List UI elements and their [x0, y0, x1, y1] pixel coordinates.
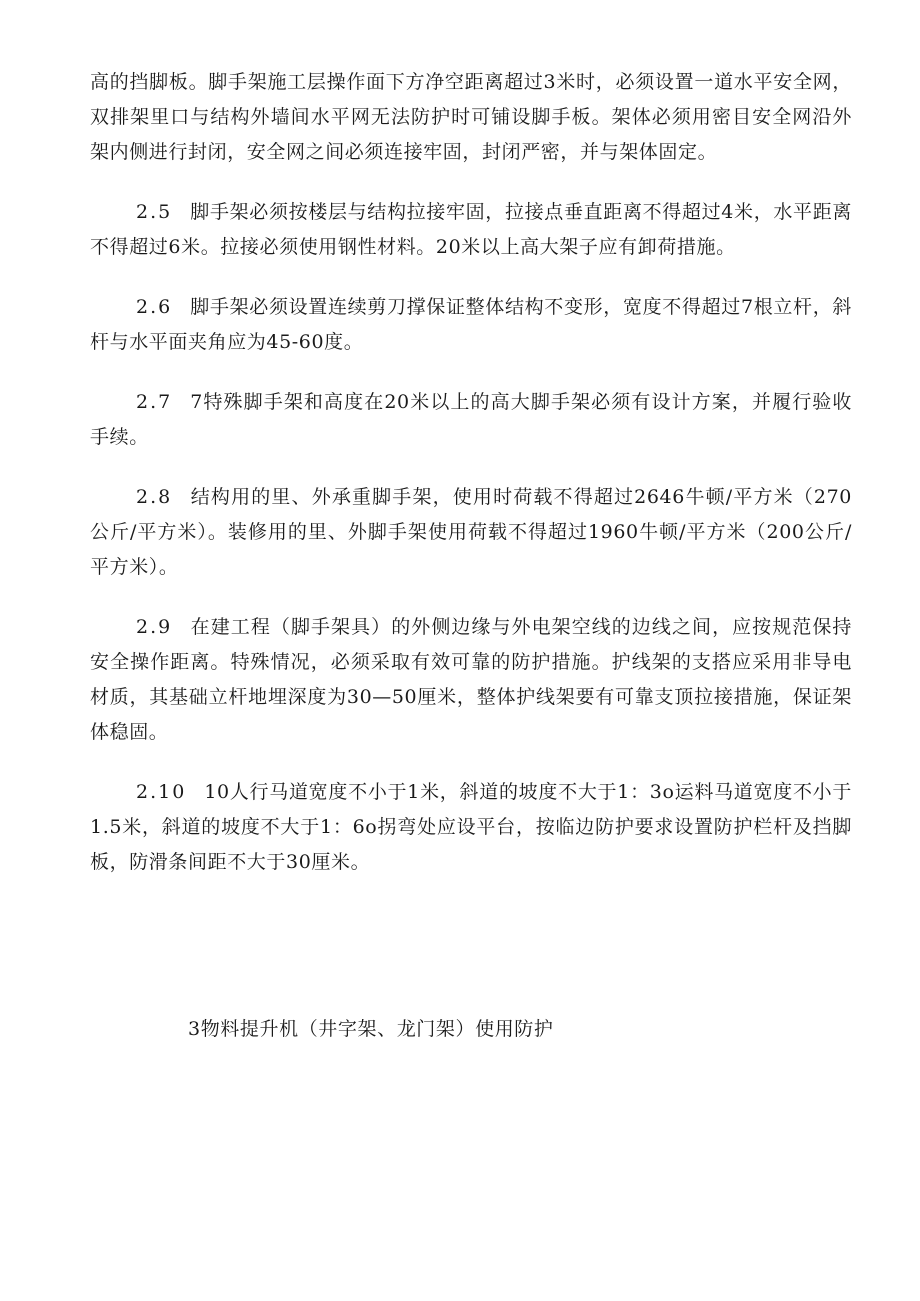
clause-2-5	[90, 195, 852, 265]
continuation-paragraph: 高的挡脚板。脚手架施工层操作面下方净空距离超过3米时，必须设置一道水平安全网，双排架里口与结构外墙间水平网无法防护时可铺设脚手板。架体必须用密目安全网沿外架内侧进行封闭，安全网之间必须连接牢固，封闭严密，并与架体固定。	[90, 71, 852, 163]
clause-2-6	[90, 290, 852, 360]
clause-text: 脚手架必须按楼层与结构拉接牢固，拉接点垂直距离不得超过4米，水平距离不得超过6米。拉接必须使用钢性材料。20米以上高大架子应有卸荷措施。	[90, 201, 852, 258]
clause-text: 7特殊脚手架和高度在20米以上的高大脚手架必须有设计方案，并履行验收手续。	[90, 391, 852, 448]
clause-number: 2.8	[136, 486, 173, 508]
document-body	[90, 65, 852, 905]
clause-text: 脚手架必须设置连续剪刀撑保证整体结构不变形，宽度不得超过7根立杆，斜杆与水平面夹角应为45-60度。	[90, 296, 852, 353]
clause-2-8	[90, 480, 852, 585]
clause-text: 结构用的里、外承重脚手架，使用时荷载不得超过2646牛顿/平方米（270公斤/平方米）。装修用的里、外脚手架使用荷载不得超过1960牛顿/平方米（200公斤/平方米）。	[90, 486, 852, 578]
clause-text: 在建工程（脚手架具）的外侧边缘与外电架空线的边线之间，应按规范保持安全操作距离。特殊情况，必须采取有效可靠的防护措施。护线架的支搭应采用非导电材质，其基础立杆地埋深度为30—50厘米，整体护线架要有可靠支顶拉接措施，保证架体稳固。	[90, 616, 852, 743]
clause-2-10	[90, 775, 852, 880]
clause-number: 2.6	[136, 296, 173, 318]
section-heading: 3物料提升机（井字架、龙门架）使用防护	[188, 1018, 554, 1040]
clause-number: 2.5	[136, 201, 173, 223]
clause-number: 2.7	[136, 391, 173, 413]
clause-text: 10人行马道宽度不小于1米，斜道的坡度不大于1：3o运料马道宽度不小于1.5米，斜道的坡度不大于1：6o拐弯处应设平台，按临边防护要求设置防护栏杆及挡脚板，防滑条间距不大于30厘米。	[90, 781, 852, 873]
clause-2-9	[90, 610, 852, 750]
clause-number: 2.9	[136, 616, 173, 638]
clause-2-7	[90, 385, 852, 455]
clause-number: 2.10	[136, 781, 187, 803]
